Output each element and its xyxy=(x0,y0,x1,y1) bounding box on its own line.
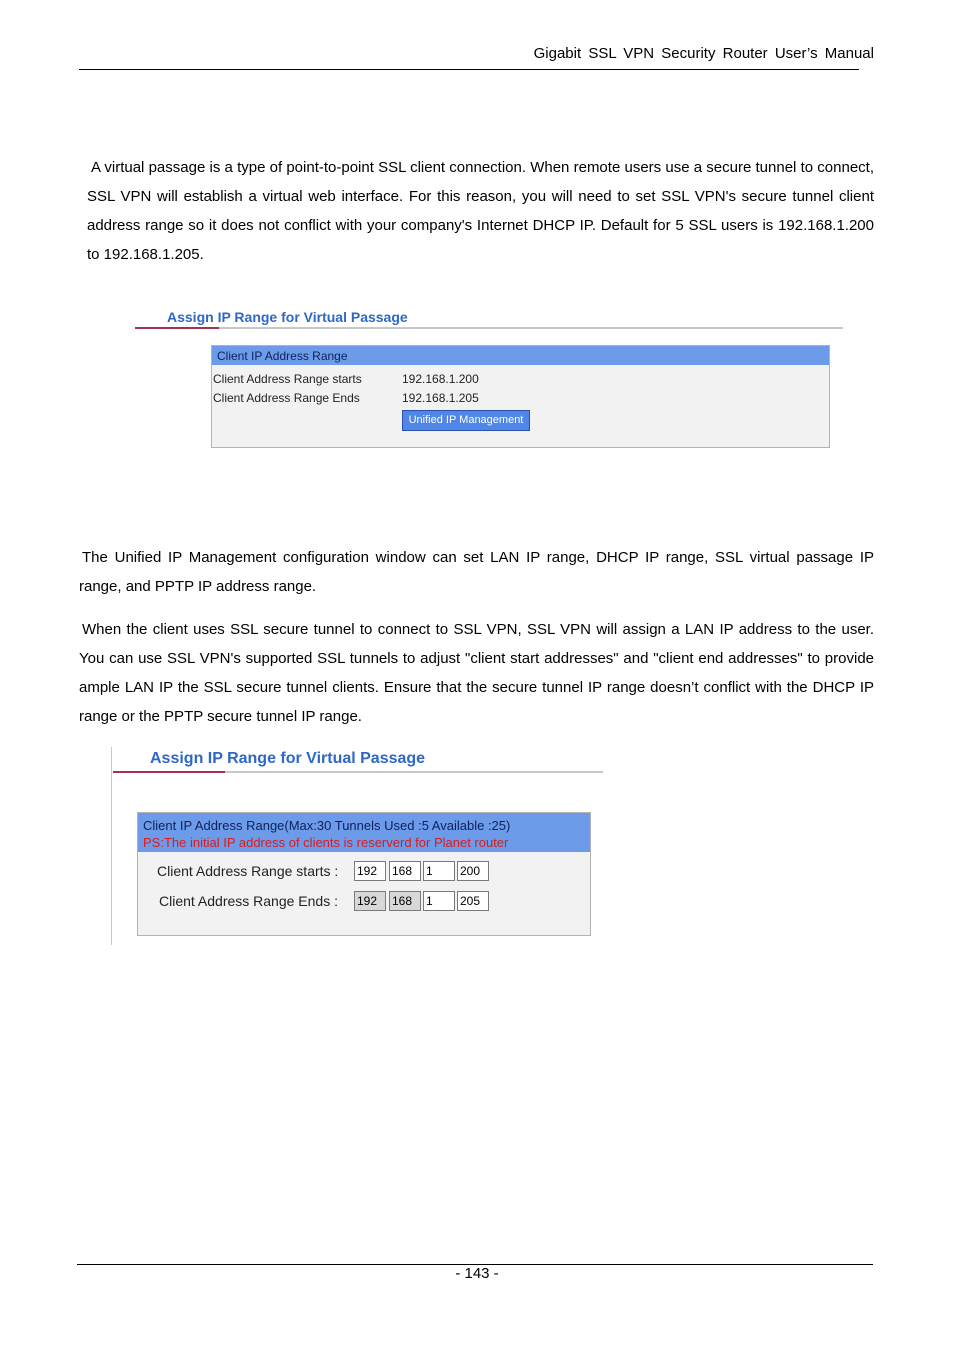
start-range-label: Client Address Range starts : xyxy=(157,863,339,879)
section-header-bar xyxy=(138,813,590,852)
end-range-value: 192.168.1.205 xyxy=(402,391,479,405)
start-octet-4-input[interactable]: 200 xyxy=(457,861,489,881)
end-octet-4-input[interactable]: 205 xyxy=(457,891,489,911)
start-octet-1-input[interactable]: 192 xyxy=(354,861,386,881)
screenshot-title: Assign IP Range for Virtual Passage xyxy=(167,309,408,325)
page-number: - 143 - xyxy=(455,1265,499,1282)
paragraph-virtual-passage: A virtual passage is a type of point-to-point SSL client connection. When remote users use a secure tunnel to connect, SSL VPN will establish a virtual web interface. For this reason, you will need to set SSL VPN's secure tunnel client address range so it does not conflict with your company's Internet DHCP IP. Default for 5 SSL users is 192.168.1.200 to 192.168.1.205. xyxy=(87,159,874,263)
end-octet-1-input: 192 xyxy=(354,891,386,911)
paragraph-unified-ip: The Unified IP Management configuration window can set LAN IP range, DHCP IP range, SSL virtual passage IP range, and PPTP IP address range. xyxy=(79,549,874,595)
end-octet-3-input[interactable]: 1 xyxy=(423,891,455,911)
screenshot-title: Assign IP Range for Virtual Passage xyxy=(150,750,426,767)
end-octet-2-input: 168 xyxy=(389,891,421,911)
section-header-text: Client IP Address Range(Max:30 Tunnels Used :5 Available :25) xyxy=(143,818,511,833)
title-underline xyxy=(225,771,603,773)
section-header-bar xyxy=(212,346,829,365)
title-underline xyxy=(219,327,843,329)
end-range-label: Client Address Range Ends xyxy=(213,391,360,405)
manual-title: Gigabit SSL VPN Security Router User’s Manual xyxy=(533,45,874,62)
start-octet-3-input[interactable]: 1 xyxy=(423,861,455,881)
end-range-label: Client Address Range Ends : xyxy=(159,893,338,909)
title-underline-accent xyxy=(135,327,219,329)
start-range-value: 192.168.1.200 xyxy=(402,372,479,386)
reserved-ip-note: PS:The initial IP address of clients is reserverd for Planet router xyxy=(143,835,509,850)
unified-ip-management-button[interactable]: Unified IP Management xyxy=(402,410,530,431)
start-octet-2-input[interactable]: 168 xyxy=(389,861,421,881)
section-header-text: Client IP Address Range xyxy=(217,349,348,363)
frame-left-border xyxy=(111,747,112,945)
paragraph-client-tunnel: When the client uses SSL secure tunnel to connect to SSL VPN, SSL VPN will assign a LAN IP address to the user. You can use SSL VPN's supported SSL tunnels to adjust "client start addresses" and "client end addresses" to provide ample LAN IP the SSL secure tunnel clients. Ensure that the secure tunnel IP range doesn’t conflict with the DHCP IP range or the PPTP secure tunnel IP range. xyxy=(79,621,874,725)
start-range-label: Client Address Range starts xyxy=(213,372,362,386)
header-rule xyxy=(79,69,859,70)
title-underline-accent xyxy=(113,771,225,773)
